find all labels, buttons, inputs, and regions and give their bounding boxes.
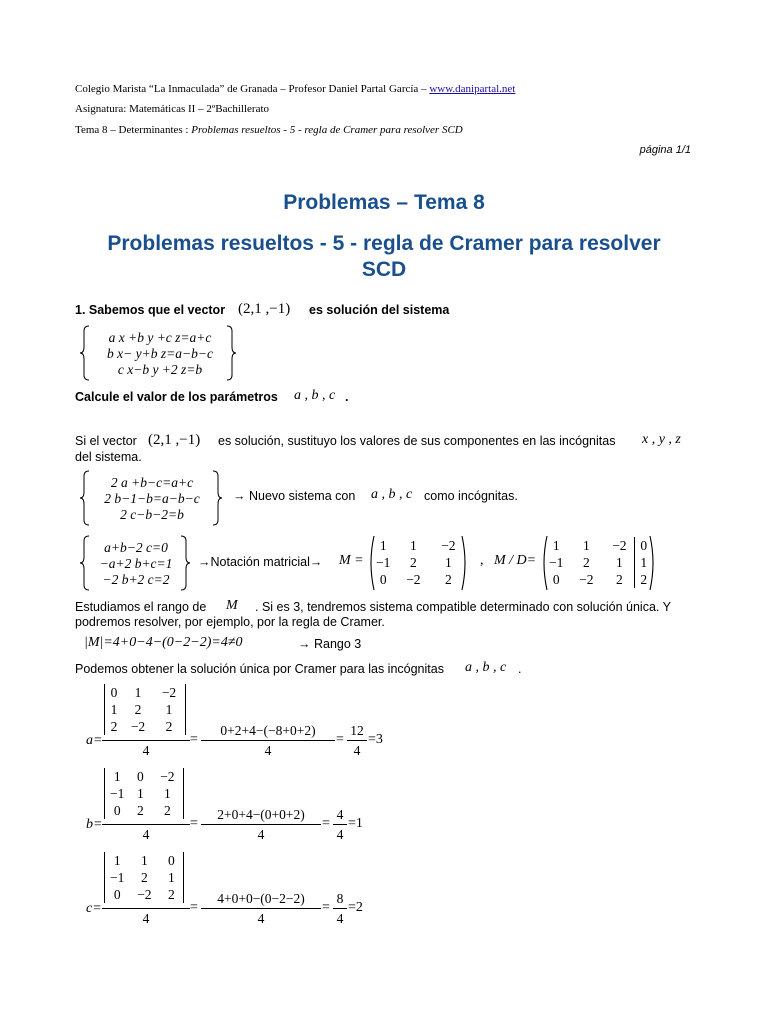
system3-eq1: a+b−2 c=0 [104,540,168,555]
problem-vector: (2,1 ,−1) [238,301,291,317]
matrix-notation-text: →Notación matricial→ [198,555,323,569]
page-number: página 1/1 [639,144,691,156]
matrix-cell: −1 [376,555,391,570]
matrix-cell: 1 [410,538,417,553]
cramer-b-result-num: 4 [336,807,344,822]
header-line-3 [75,124,463,136]
cramer-b-fraction-bar-3 [333,824,347,825]
rank-line-2: podremos resolver, por ejemplo, por la regla de Cramer. [75,615,385,629]
system1-eq3: c x−b y +2 z=b [117,362,203,377]
right-brace-system2 [212,470,222,526]
new-system-params: a , b , c [371,487,413,502]
new-system-text: → Nuevo sistema con [233,489,356,503]
solution-vector: (2,1 ,−1) [148,432,201,448]
matrix-cell: 0 [379,572,387,587]
matrix-cell: 2 [168,887,175,902]
matrix-cell: 2 [137,803,144,818]
rank-prefix: Estudiamos el rango de [75,600,207,614]
cramer-b-expansion: 2+0+4−(0+0+2) [217,807,305,822]
cramer-c-expansion-denominator: 4 [257,911,265,926]
matrix-MD-label: M / D= [494,553,537,568]
system1-eq2: b x− y+b z=a−b−c [107,346,213,361]
matrix-cell: 0 [110,685,118,700]
matrix-cell: 2 [110,719,118,734]
cramer-a-result-num: 12 [350,723,364,738]
cramer-a-equals-2: = [336,732,344,747]
matrix-cell: −2 [161,685,177,700]
matrix-cell: 1 [165,702,173,717]
cramer-a-fraction-bar-1 [102,740,190,741]
matrix-cell: 0 [113,803,121,818]
matrix-cell: 2 [616,572,623,587]
solution-unknowns: x , y , z [642,432,681,447]
cramer-a-fraction-bar-2 [201,740,335,741]
cramer-c-determinant [104,852,184,903]
matrix-cell: 0 [552,572,560,587]
matrix-cell: 1 [552,538,560,553]
header-topic-italic: Problemas resueltos - 5 - regla de Cramer para resolver SCD [191,124,463,136]
solution-intro-prefix: Si el vector [75,434,137,448]
cramer-b-result-den: 4 [336,827,344,842]
matrix-cell: 1 [137,786,144,801]
matrix-cell: 2 [635,571,652,588]
problem-statement-prefix: 1. Sabemos que el vector [75,303,226,317]
cramer-a-expansion: 0+2+4−(−8+0+2) [220,723,316,738]
new-system-suffix: como incógnitas. [424,489,518,503]
system3-eq3: −2 b+2 c=2 [102,572,170,587]
header-topic: Tema 8 – Determinantes : [75,124,192,136]
cramer-b-determinant [104,768,184,819]
matrix-cell: 2 [410,555,417,570]
rank-M-symbol: M [226,598,238,613]
matrix-cell: −1 [110,870,125,885]
rank-suffix: . Si es 3, tendremos sistema compatible determinado con solución única. Y [255,600,671,614]
matrix-cell: −2 [612,538,627,553]
cramer-a-result-den: 4 [353,743,361,758]
cramer-a-value: =3 [368,732,383,747]
matrix-cell: 0 [137,769,144,784]
cramer-b-value: =1 [348,816,363,831]
header-school: Colegio Marista “La Inmaculada” de Granada – Profesor Daniel Partal García – [75,83,430,95]
system2-eq1: 2 a +b−c=a+c [110,475,194,490]
question-params: a , b , c [294,388,336,403]
cramer-c-equals-2: = [322,900,330,915]
matrix-cell: 1 [583,538,590,553]
cramer-c-expansion: 4+0+0−(0−2−2) [217,891,305,906]
matrix-cell: 0 [113,887,121,902]
cramer-c-denominator: 4 [142,911,150,926]
matrix-cell: −2 [130,719,146,734]
system3-eq2: −a+2 b+c=1 [99,556,173,571]
cramer-b-var: b= [86,817,103,832]
cramer-c-equals: = [190,900,198,915]
cramer-b-equals: = [190,816,198,831]
matrix-MD [544,537,652,588]
matrix-cell: 1 [616,555,623,570]
matrix-cell: −2 [160,769,175,784]
matrix-cell: 1 [168,870,175,885]
page-title: Problemas – Tema 8 [283,191,485,214]
solution-intro-line2: del sistema. [75,450,142,464]
matrix-cell: 1 [113,769,121,784]
cramer-b-expansion-denominator: 4 [257,827,265,842]
cramer-c-fraction-bar-3 [333,908,347,909]
cramer-intro-prefix: Podemos obtener la solución única por Cramer para las incógnitas [75,662,444,676]
cramer-intro-suffix: . [518,662,522,676]
right-brace-system3 [180,535,190,591]
matrix-cell: 0 [168,853,175,868]
matrix-cell: 2 [445,572,452,587]
website-link[interactable]: www.danipartal.net [429,83,516,95]
left-brace-system1 [80,325,90,381]
cramer-c-result-num: 8 [336,891,344,906]
matrix-cell: 1 [134,685,142,700]
cramer-a-determinant [104,684,186,735]
matrix-MD-right-paren [649,535,657,591]
matrix-cell: 2 [134,702,142,717]
matrix-M [371,537,465,588]
question-suffix: . [345,390,349,404]
system1 [90,330,230,378]
matrix-cell: 1 [113,853,121,868]
subtitle-line-1: Problemas resueltos - 5 - regla de Cramer para resolver [107,232,661,255]
cramer-c-var: c= [86,901,102,916]
matrix-cell: −1 [110,786,125,801]
matrix-cell: 2 [165,719,173,734]
matrix-cell: 1 [635,554,652,571]
solution-intro-middle: es solución, sustituyo los valores de sus componentes en las incógnitas [218,434,616,448]
rank-result: → Rango 3 [298,637,362,651]
cramer-intro-params: a , b , c [465,660,507,675]
system2 [88,475,216,523]
matrix-cell: 1 [164,786,171,801]
cramer-b-equals-2: = [322,816,330,831]
cramer-b-fraction-bar-1 [102,824,190,825]
matrix-cell: −2 [579,572,594,587]
question-prefix: Calcule el valor de los parámetros [75,390,278,404]
system2-eq3: 2 c−b−2=b [120,507,184,522]
matrix-cell: −2 [137,887,152,902]
right-brace-system1 [226,325,236,381]
matrix-cell: −2 [406,572,421,587]
matrix-cell: 1 [445,555,452,570]
comma-separator: , [480,553,484,568]
matrix-cell: 0 [635,537,652,554]
cramer-c-value: =2 [348,900,363,915]
problem-statement-suffix: es solución del sistema [309,303,450,317]
matrix-cell: 1 [379,538,387,553]
cramer-a-equals: = [190,732,198,747]
system1-eq1: a x +b y +c z=a+c [108,330,212,345]
system3 [88,540,184,588]
matrix-M-right-paren [461,535,469,591]
matrix-cell: 2 [141,870,148,885]
cramer-a-var: a= [86,733,103,748]
cramer-b-fraction-bar-2 [201,824,321,825]
header-line-2: Asignatura: Matemáticas II – 2ºBachillerato [75,103,270,115]
matrix-cell: −1 [549,555,564,570]
header-line-1 [75,83,515,95]
matrix-cell: 1 [141,853,148,868]
cramer-c-fraction-bar-2 [201,908,321,909]
matrix-cell: −2 [441,538,456,553]
matrix-cell: 2 [164,803,171,818]
cramer-a-expansion-denominator: 4 [264,743,272,758]
cramer-a-fraction-bar-3 [347,740,367,741]
cramer-a-denominator: 4 [142,743,150,758]
system2-eq2: 2 b−1−b=a−b−c [104,491,200,506]
matrix-cell: 1 [110,702,118,717]
cramer-c-result-den: 4 [336,911,344,926]
cramer-b-denominator: 4 [142,827,150,842]
matrix-M-label: M = [339,553,364,568]
subtitle-line-2: SCD [361,258,407,281]
cramer-c-fraction-bar-1 [102,908,190,909]
matrix-cell: 2 [583,555,590,570]
determinant-expression: |M|=4+0−4−(0−2−2)=4≠0 [84,635,243,650]
